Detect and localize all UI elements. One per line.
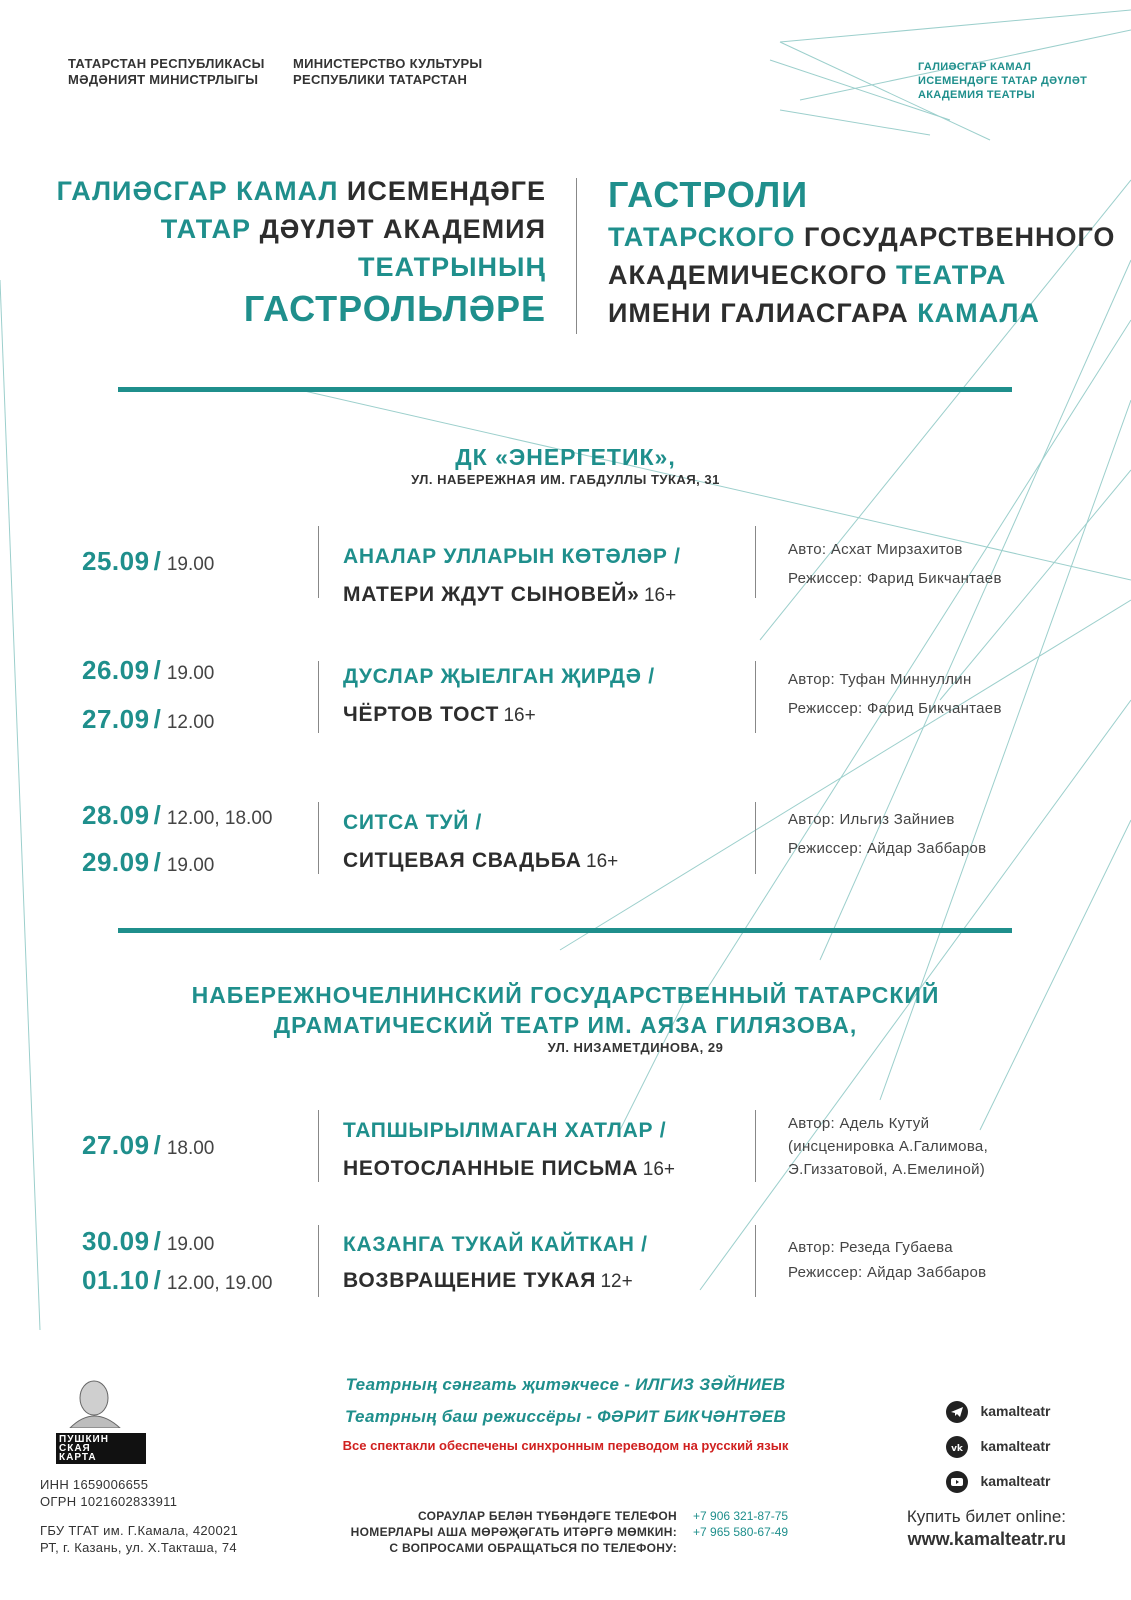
- show-5-director: Режиссер: Айдар Заббаров: [788, 1264, 987, 1281]
- title-tatar-l2a: ТАТАР: [160, 214, 252, 244]
- venue-1-address: УЛ. НАБЕРЕЖНАЯ ИМ. ГАБДУЛЛЫ ТУКАЯ, 31: [411, 472, 720, 487]
- title-divider: [576, 178, 577, 334]
- show-3-credits: [788, 808, 986, 860]
- show-3-director: Режиссер: Айдар Заббаров: [788, 840, 987, 857]
- show-4-age: 16+: [642, 1159, 675, 1180]
- pushkin-line3: КАРТА: [59, 1452, 97, 1463]
- show-5-age: 12+: [600, 1271, 633, 1292]
- title-tatar-l1b: ИСЕМЕНДӘГЕ: [346, 176, 546, 206]
- show-2-title-russian: ЧЁРТОВ ТОСТ: [343, 703, 499, 726]
- show-1-divider-left: [318, 526, 319, 598]
- show-3-title-russian: СИТЦЕВАЯ СВАДЬБА: [343, 849, 582, 872]
- vk-link[interactable]: [946, 1429, 1051, 1464]
- theatre-logo: [918, 60, 1087, 102]
- title-russian-l1: ГАСТРОЛИ: [608, 174, 809, 215]
- venue-2-address: УЛ. НИЗАМЕТДИНОВА, 29: [547, 1040, 724, 1055]
- show-1-credits: [788, 538, 1002, 590]
- show-4-date: 27.09: [82, 1130, 150, 1160]
- title-tatar-l2b: ДӘҮЛӘТ АКАДЕМИЯ: [259, 214, 546, 244]
- venue-2: [0, 980, 1131, 1055]
- pushkin-portrait-icon: [56, 1376, 146, 1428]
- title-russian-l3a: АКАДЕМИЧЕСКОГО: [608, 260, 888, 290]
- title-tatar-l3: ТЕАТРЫНЫҢ: [357, 252, 546, 282]
- phone-label-line2: НОМЕРЛАРЫ АША МӨРӘҖӘГАТЬ ИТӘРГӘ МӨМКИН:: [350, 1525, 677, 1539]
- venue-1-name: ДК «ЭНЕРГЕТИК»,: [455, 444, 676, 470]
- show-5-date-2: 01.10: [82, 1265, 150, 1295]
- youtube-icon: [946, 1471, 968, 1493]
- telegram-link[interactable]: [946, 1394, 1051, 1429]
- chief-director-line: Театрның баш режиссёры - ФӘРИТ БИКЧӘНТӘЕВ: [344, 1407, 787, 1426]
- show-3-dates: 28.09 / 12.00, 18.00 29.09 / 19.00: [82, 800, 273, 877]
- show-2-dates: 26.09 / 19.00 27.09 / 12.00: [82, 655, 215, 734]
- show-4-adaptation-line1: (инсценировка А.Галимова,: [788, 1138, 989, 1155]
- show-3-date-1: 28.09: [82, 800, 150, 830]
- social-links: [946, 1394, 1051, 1499]
- address-line1: ГБУ ТГАТ им. Г.Камала, 420021: [40, 1523, 239, 1538]
- show-2-age: 16+: [503, 705, 536, 726]
- show-1-dates: 25.09 / 19.00: [82, 546, 215, 576]
- russian-ministry-line2: РЕСПУБЛИКИ ТАТАРСТАН: [293, 72, 468, 87]
- phone-label-line3: С ВОПРОСАМИ ОБРАЩАТЬСЯ ПО ТЕЛЕФОНУ:: [389, 1541, 677, 1555]
- show-3-title-tatar: СИТСА ТУЙ /: [343, 811, 483, 834]
- phone-label: [351, 1508, 677, 1556]
- show-4-credits: [788, 1112, 988, 1181]
- ogrn: ОГРН 1021602833911: [40, 1494, 178, 1509]
- show-4-author: Автор: Адель Кутуй: [788, 1115, 930, 1132]
- show-1-date: 25.09: [82, 546, 150, 576]
- show-5-divider-left: [318, 1225, 319, 1297]
- title-tatar: [57, 172, 546, 332]
- theatre-logo-line3: АКАДЕМИЯ ТЕАТРЫ: [918, 89, 1035, 101]
- show-2-director: Режиссер: Фарид Бикчантаев: [788, 700, 1002, 717]
- show-4-divider-left: [318, 1110, 319, 1182]
- show-2-divider-right: [755, 661, 756, 733]
- title-russian-l4b: КАМАЛА: [917, 298, 1040, 328]
- show-4-time: 18.00: [166, 1138, 215, 1159]
- show-5-credits: [788, 1236, 986, 1284]
- art-director-line: Театрның сәнгать җитәкчесе - ИЛГИЗ ЗӘЙНИЕВ: [345, 1375, 786, 1394]
- show-5-title-tatar: КАЗАНГА ТУКАЙ КАЙТКАН /: [343, 1233, 648, 1256]
- buy-url-link[interactable]: www.kamalteatr.ru: [907, 1529, 1066, 1549]
- legal-info: [40, 1476, 238, 1556]
- pushkin-card-logo: [56, 1376, 146, 1463]
- phone-label-line1: СОРАУЛАР БЕЛӘН ТҮБӘНДӘГЕ ТЕЛЕФОН: [417, 1509, 677, 1523]
- show-2-credits: [788, 668, 1002, 720]
- show-4-title: [343, 1112, 675, 1190]
- telegram-handle: kamalteatr: [980, 1403, 1051, 1419]
- show-1-title: [343, 538, 681, 616]
- title-russian-l2b: ГОСУДАРСТВЕННОГО: [804, 222, 1116, 252]
- show-2-date-2: 27.09: [82, 704, 150, 734]
- theatre-logo-line1: ГАЛИӘСГАР КАМАЛ: [918, 61, 1032, 73]
- show-3-time-2: 19.00: [166, 855, 215, 876]
- show-3-age: 16+: [586, 851, 619, 872]
- telegram-icon: [946, 1401, 968, 1423]
- show-1-title-tatar: АНАЛАР УЛЛАРЫН КӨТӘЛӘР /: [343, 545, 681, 568]
- show-2-author: Автор: Туфан Миннуллин: [788, 671, 972, 688]
- venue-2-name-line2: ДРАМАТИЧЕСКИЙ ТЕАТР ИМ. АЯЗА ГИЛЯЗОВА,: [273, 1012, 858, 1038]
- show-2-time-2: 12.00: [166, 712, 215, 733]
- show-5-time-1: 19.00: [166, 1234, 215, 1255]
- venue-2-name-line1: НАБЕРЕЖНОЧЕЛНИНСКИЙ ГОСУДАРСТВЕННЫЙ ТАТАРСКИЙ: [191, 982, 940, 1008]
- show-5-dates: 30.09 / 19.00 01.10 / 12.00, 19.00: [82, 1226, 273, 1295]
- title-tatar-l1a: ГАЛИӘСГАР КАМАЛ: [56, 176, 339, 206]
- russian-ministry: [293, 56, 482, 88]
- show-2-time-1: 19.00: [166, 663, 215, 684]
- address-line2: РТ, г. Казань, ул. Х.Такташа, 74: [40, 1540, 237, 1555]
- show-3-divider-left: [318, 802, 319, 874]
- show-5-time-2: 12.00, 19.00: [166, 1273, 273, 1294]
- tatar-ministry: [68, 56, 265, 88]
- show-1-time: 19.00: [166, 554, 215, 575]
- title-russian-l4a: ИМЕНИ ГАЛИАСГАРА: [608, 298, 909, 328]
- buy-label: Купить билет online:: [906, 1507, 1066, 1526]
- show-1-age: 16+: [643, 585, 677, 606]
- show-1-director: Режиссер: Фарид Бикчантаев: [788, 570, 1002, 587]
- vk-icon: [946, 1436, 968, 1458]
- show-3-author: Автор: Ильгиз Зайниев: [788, 811, 955, 828]
- divider-bar-1: [118, 387, 1012, 392]
- show-3-date-2: 29.09: [82, 847, 150, 877]
- show-2-date-1: 26.09: [82, 655, 150, 685]
- youtube-handle: kamalteatr: [980, 1473, 1051, 1489]
- title-tatar-l4: ГАСТРОЛЬЛӘРЕ: [243, 288, 546, 329]
- tatar-ministry-line2: МӘДӘНИЯТ МИНИСТРЛЫГЫ: [68, 72, 259, 87]
- show-2-title: [343, 658, 655, 736]
- youtube-link[interactable]: [946, 1464, 1051, 1499]
- show-4-adaptation-line2: Э.Гиззатовой, А.Емелиной): [788, 1161, 986, 1178]
- venue-1: [0, 442, 1131, 487]
- show-4-dates: 27.09 / 18.00: [82, 1130, 215, 1160]
- show-3-title: [343, 804, 618, 882]
- show-1-author: Авто: Асхат Мирзахитов: [788, 541, 963, 558]
- show-5-title: [343, 1227, 648, 1301]
- show-5-divider-right: [755, 1225, 756, 1297]
- svg-text:vk: vk: [951, 1443, 963, 1454]
- russian-ministry-line1: МИНИСТЕРСТВО КУЛЬТУРЫ: [293, 56, 483, 71]
- show-1-title-russian: МАТЕРИ ЖДУТ СЫНОВЕЙ»: [343, 583, 640, 606]
- show-5-date-1: 30.09: [82, 1226, 150, 1256]
- show-5-author: Автор: Резеда Губаева: [788, 1239, 953, 1256]
- title-russian-l2a: ТАТАРСКОГО: [608, 222, 796, 252]
- vk-handle: kamalteatr: [980, 1438, 1051, 1454]
- inn: ИНН 1659006655: [40, 1477, 149, 1492]
- show-5-title-russian: ВОЗВРАЩЕНИЕ ТУКАЯ: [343, 1269, 597, 1292]
- tatar-ministry-line1: ТАТАРСТАН РЕСПУБЛИКАСЫ: [68, 56, 265, 71]
- phone-1[interactable]: +7 906 321-87-75: [693, 1509, 789, 1523]
- pushkin-line2: СКАЯ: [59, 1443, 91, 1454]
- translation-notice: Все спектакли обеспечены синхронным переводом на русский язык: [342, 1438, 789, 1453]
- buy-online: [907, 1506, 1066, 1551]
- show-2-title-tatar: ДУСЛАР ҖЫЕЛГАН ҖИРДӘ /: [343, 665, 655, 688]
- pushkin-line1: ПУШКИН: [59, 1434, 109, 1445]
- title-russian-l3b: ТЕАТРА: [896, 260, 1007, 290]
- show-1-divider-right: [755, 526, 756, 598]
- show-4-divider-right: [755, 1110, 756, 1182]
- show-2-divider-left: [318, 661, 319, 733]
- theatre-logo-line2: ИСЕМЕНДӘГЕ ТАТАР ДӘҮЛӘТ: [918, 75, 1088, 87]
- show-3-time-1: 12.00, 18.00: [166, 808, 273, 829]
- show-4-title-tatar: ТАПШЫРЫЛМАГАН ХАТЛАР /: [343, 1119, 667, 1142]
- phones: [693, 1508, 788, 1540]
- phone-2[interactable]: +7 965 580-67-49: [693, 1525, 789, 1539]
- title-russian: [608, 172, 1115, 332]
- show-3-divider-right: [755, 802, 756, 874]
- divider-bar-2: [118, 928, 1012, 933]
- show-4-title-russian: НЕОТОСЛАННЫЕ ПИСЬМА: [343, 1157, 639, 1180]
